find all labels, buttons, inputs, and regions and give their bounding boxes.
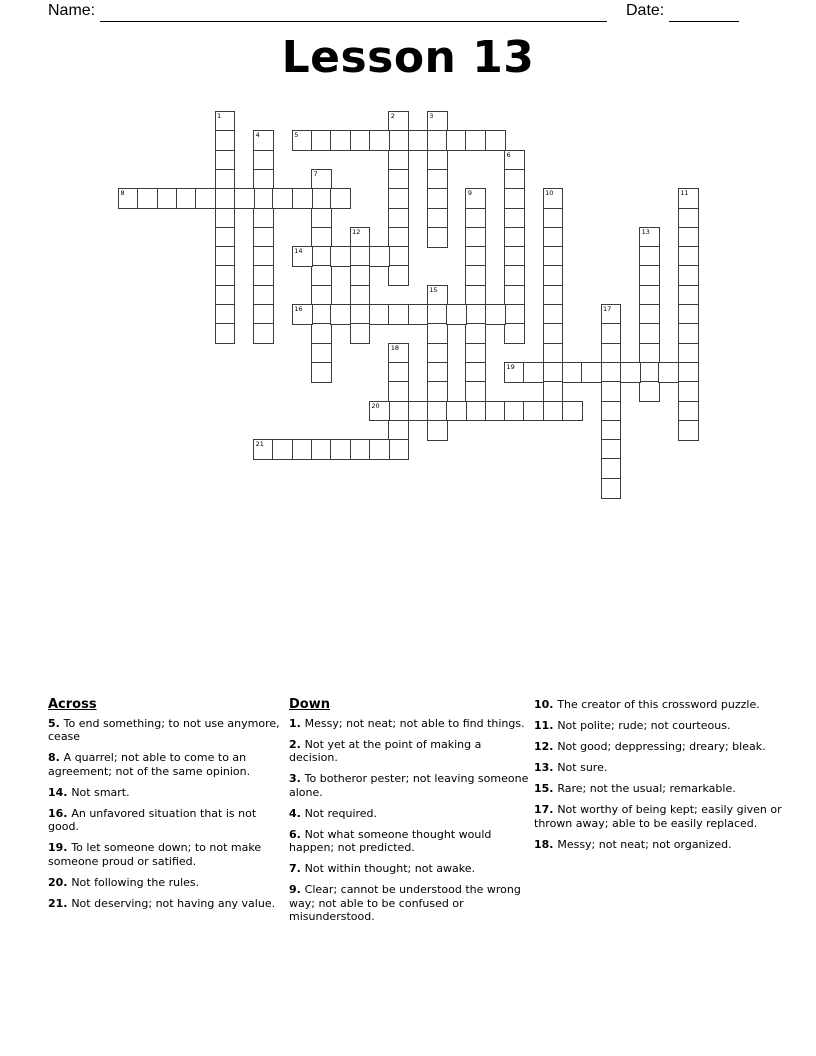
across-clues-column	[48, 698, 282, 918]
grid-cell[interactable]	[427, 420, 448, 441]
grid-cell[interactable]	[639, 381, 660, 402]
grid-cell[interactable]	[543, 304, 564, 325]
grid-cell[interactable]	[253, 265, 274, 286]
grid-cell[interactable]	[311, 304, 332, 325]
grid-cell[interactable]	[253, 246, 274, 267]
grid-cell[interactable]	[292, 188, 313, 209]
grid-cell[interactable]	[253, 439, 274, 460]
grid-cell[interactable]	[427, 381, 448, 402]
cell-number: 11	[680, 189, 689, 198]
clue-across-19	[48, 841, 282, 868]
grid-cell[interactable]	[504, 362, 525, 383]
grid-cell[interactable]	[465, 208, 486, 229]
grid-cell[interactable]	[446, 401, 467, 422]
grid-cell[interactable]	[253, 150, 274, 171]
grid-cell[interactable]	[311, 130, 332, 151]
grid-cell[interactable]	[427, 188, 448, 209]
down-clues-column-2	[534, 698, 788, 859]
grid-cell[interactable]	[601, 323, 622, 344]
clue-number: 3.	[289, 772, 305, 785]
grid-cell[interactable]	[388, 343, 409, 364]
grid-cell[interactable]	[311, 343, 332, 364]
grid-cell[interactable]	[620, 362, 641, 383]
grid-cell[interactable]	[427, 169, 448, 190]
grid-cell[interactable]	[253, 285, 274, 306]
clue-number: 6.	[289, 827, 305, 841]
grid-cell[interactable]	[465, 265, 486, 286]
cell-number: 18	[390, 343, 399, 352]
grid-cell[interactable]	[215, 169, 236, 190]
clue-down-11	[534, 719, 788, 733]
grid-cell[interactable]	[215, 323, 236, 344]
cell-number: 10	[545, 189, 554, 198]
clue-number: 11.	[534, 719, 558, 732]
clue-down-3	[289, 772, 529, 799]
clue-number: 20.	[48, 875, 72, 889]
grid-cell[interactable]	[678, 323, 699, 344]
clue-number: 2.	[289, 737, 305, 751]
grid-cell[interactable]	[678, 343, 699, 364]
clue-down-10	[534, 698, 788, 712]
grid-cell[interactable]	[562, 362, 583, 383]
grid-cell[interactable]	[350, 227, 371, 248]
grid-cell[interactable]	[543, 208, 564, 229]
grid-cell[interactable]	[350, 130, 371, 151]
grid-cell[interactable]	[678, 208, 699, 229]
grid-cell[interactable]	[350, 246, 371, 267]
clue-text: Not deserving; not having any value.	[71, 896, 276, 910]
grid-cell[interactable]	[292, 304, 313, 325]
grid-cell[interactable]	[504, 401, 525, 422]
grid-cell[interactable]	[292, 439, 313, 460]
grid-cell[interactable]	[369, 130, 390, 151]
cell-number: 2	[390, 112, 395, 120]
grid-cell[interactable]	[639, 246, 660, 267]
grid-cell[interactable]	[215, 150, 236, 171]
grid-cell[interactable]	[427, 111, 448, 132]
grid-cell[interactable]	[465, 285, 486, 306]
cell-number: 4	[255, 131, 260, 140]
grid-cell[interactable]	[678, 265, 699, 286]
grid-cell[interactable]	[176, 188, 197, 209]
grid-cell[interactable]	[465, 381, 486, 402]
clue-down-15	[534, 782, 788, 796]
grid-cell[interactable]	[543, 246, 564, 267]
grid-cell[interactable]	[311, 227, 332, 248]
grid-cell[interactable]	[388, 381, 409, 402]
grid-cell[interactable]	[388, 150, 409, 171]
grid-cell[interactable]	[639, 265, 660, 286]
grid-cell[interactable]	[253, 188, 274, 209]
clue-text: Messy; not neat; not able to find things.	[304, 716, 525, 730]
clue-down-18	[534, 838, 788, 852]
clue-text: Not within thought; not awake.	[304, 862, 475, 875]
grid-cell[interactable]	[311, 188, 332, 209]
grid-cell[interactable]	[523, 401, 544, 422]
grid-cell[interactable]	[523, 362, 544, 383]
grid-cell[interactable]	[272, 188, 293, 209]
grid-cell[interactable]	[311, 285, 332, 306]
clue-text: Not smart.	[71, 785, 130, 799]
grid-cell[interactable]	[311, 246, 332, 267]
clue-text: Clear; cannot be understood the wrong way; not able to be confused or misunderstood.	[289, 883, 521, 923]
cell-number: 19	[506, 362, 515, 371]
cell-number: 16	[294, 305, 303, 313]
name-blank-line[interactable]	[100, 2, 607, 22]
clue-text: To botheror pester; not leaving someone alone.	[289, 772, 529, 799]
clue-across-20	[48, 876, 282, 890]
clue-down-7	[289, 862, 529, 876]
grid-cell[interactable]	[601, 420, 622, 441]
clue-down-6	[289, 828, 529, 855]
grid-cell[interactable]	[504, 265, 525, 286]
clue-text: Not polite; rude; not courteous.	[557, 719, 731, 732]
clue-number: 19.	[48, 841, 72, 854]
grid-cell[interactable]	[427, 304, 448, 325]
cell-number: 3	[429, 112, 434, 120]
grid-cell[interactable]	[137, 188, 158, 209]
grid-cell[interactable]	[601, 439, 622, 460]
clue-number: 9.	[289, 883, 305, 896]
name-label: Name:	[48, 2, 96, 19]
grid-cell[interactable]	[330, 130, 351, 151]
clue-number: 10.	[534, 698, 558, 711]
grid-cell[interactable]	[215, 188, 236, 209]
grid-cell[interactable]	[350, 285, 371, 306]
grid-cell[interactable]	[388, 420, 409, 441]
cell-number: 12	[352, 227, 361, 236]
grid-cell[interactable]	[465, 246, 486, 267]
grid-cell[interactable]	[504, 188, 525, 209]
grid-cell[interactable]	[543, 343, 564, 364]
grid-cell[interactable]	[543, 285, 564, 306]
cell-number: 14	[294, 247, 303, 256]
cell-number: 6	[506, 150, 511, 159]
grid-cell[interactable]	[465, 323, 486, 344]
grid-cell[interactable]	[388, 227, 409, 248]
grid-cell[interactable]	[543, 265, 564, 286]
clue-number: 18.	[534, 837, 558, 851]
grid-cell[interactable]	[408, 130, 429, 151]
grid-cell[interactable]	[678, 381, 699, 402]
clue-text: Not worthy of being kept; easily given or thrown away; able to be easily replaced.	[534, 803, 782, 830]
clue-text: To end something; to not use anymore, cease	[48, 716, 280, 743]
grid-cell[interactable]	[292, 130, 313, 151]
grid-cell[interactable]	[543, 188, 564, 209]
grid-cell[interactable]	[504, 304, 525, 325]
grid-cell[interactable]	[350, 304, 371, 325]
clue-number: 4.	[289, 806, 305, 820]
grid-cell[interactable]	[350, 265, 371, 286]
grid-cell[interactable]	[543, 362, 564, 383]
grid-cell[interactable]	[330, 188, 351, 209]
grid-cell[interactable]	[369, 401, 390, 422]
clue-down-1	[289, 717, 529, 731]
cell-number: 7	[313, 169, 318, 178]
grid-cell[interactable]	[678, 420, 699, 441]
grid-cell[interactable]	[678, 188, 699, 209]
grid-cell[interactable]	[311, 208, 332, 229]
clue-text: To let someone down; to not make someone proud or satified.	[48, 841, 262, 868]
grid-cell[interactable]	[504, 323, 525, 344]
grid-cell[interactable]	[465, 188, 486, 209]
grid-cell[interactable]	[427, 227, 448, 248]
grid-cell[interactable]	[292, 246, 313, 267]
clue-down-17	[534, 803, 788, 830]
cell-number: 8	[120, 189, 125, 198]
grid-cell[interactable]	[388, 439, 409, 460]
clue-text: Not yet at the point of making a decision.	[289, 737, 482, 764]
grid-cell[interactable]	[543, 323, 564, 344]
down-clue-list-2	[534, 698, 788, 851]
across-clue-list	[48, 717, 282, 911]
grid-cell[interactable]	[215, 304, 236, 325]
clue-number: 13.	[534, 761, 558, 774]
cell-number: 9	[467, 189, 473, 198]
cell-number: 1	[217, 112, 222, 120]
grid-cell[interactable]	[504, 150, 525, 171]
grid-cell[interactable]	[215, 285, 236, 306]
grid-cell[interactable]	[485, 304, 506, 325]
grid-cell[interactable]	[581, 362, 602, 383]
grid-cell[interactable]	[678, 246, 699, 267]
cell-number: 13	[641, 227, 650, 236]
grid-cell[interactable]	[388, 246, 409, 267]
grid-cell[interactable]	[388, 265, 409, 286]
grid-cell[interactable]	[639, 362, 660, 383]
grid-cell[interactable]	[118, 188, 139, 209]
clue-across-5	[48, 717, 282, 744]
grid-cell[interactable]	[427, 150, 448, 171]
grid-cell[interactable]	[195, 188, 216, 209]
clue-down-13	[534, 761, 788, 775]
grid-cell[interactable]	[465, 304, 486, 325]
grid-cell[interactable]	[388, 401, 409, 422]
grid-cell[interactable]	[601, 458, 622, 479]
grid-cell[interactable]	[253, 169, 274, 190]
grid-cell[interactable]	[427, 130, 448, 151]
clue-down-4	[289, 807, 529, 821]
grid-cell[interactable]	[253, 304, 274, 325]
across-header: Across	[48, 697, 97, 712]
grid-cell[interactable]	[253, 130, 274, 151]
cell-number: 5	[294, 131, 299, 140]
clue-text: Messy; not neat; not organized.	[557, 837, 732, 851]
grid-cell[interactable]	[465, 362, 486, 383]
grid-cell[interactable]	[504, 208, 525, 229]
grid-cell[interactable]	[408, 304, 429, 325]
clue-across-21	[48, 897, 282, 911]
grid-cell[interactable]	[388, 188, 409, 209]
grid-cell[interactable]	[369, 304, 390, 325]
grid-cell[interactable]	[678, 401, 699, 422]
grid-cell[interactable]	[639, 323, 660, 344]
grid-cell[interactable]	[504, 227, 525, 248]
clue-number: 17.	[534, 803, 558, 816]
down-clue-list-1	[289, 717, 529, 924]
grid-cell[interactable]	[215, 208, 236, 229]
grid-cell[interactable]	[388, 111, 409, 132]
grid-cell[interactable]	[543, 381, 564, 402]
grid-cell[interactable]	[446, 130, 467, 151]
grid-cell[interactable]	[427, 401, 448, 422]
grid-cell[interactable]	[678, 227, 699, 248]
page-title: Lesson 13	[281, 32, 535, 83]
grid-cell[interactable]	[446, 304, 467, 325]
clue-number: 1.	[289, 716, 305, 730]
cell-number: 20	[371, 401, 380, 410]
grid-cell[interactable]	[311, 362, 332, 383]
down-header: Down	[289, 697, 330, 712]
grid-cell[interactable]	[601, 343, 622, 364]
grid-cell[interactable]	[678, 362, 699, 383]
grid-cell[interactable]	[504, 285, 525, 306]
clue-text: Not sure.	[557, 761, 608, 774]
grid-cell[interactable]	[601, 401, 622, 422]
grid-cell[interactable]	[215, 111, 236, 132]
grid-cell[interactable]	[601, 478, 622, 499]
grid-cell[interactable]	[388, 169, 409, 190]
grid-cell[interactable]	[639, 343, 660, 364]
clue-text: Not required.	[304, 806, 378, 820]
grid-cell[interactable]	[311, 439, 332, 460]
grid-cell[interactable]	[465, 343, 486, 364]
grid-cell[interactable]	[388, 362, 409, 383]
grid-cell[interactable]	[427, 285, 448, 306]
grid-cell[interactable]	[388, 304, 409, 325]
grid-cell[interactable]	[601, 381, 622, 402]
grid-cell[interactable]	[388, 208, 409, 229]
grid-cell[interactable]	[427, 343, 448, 364]
grid-cell[interactable]	[330, 439, 351, 460]
grid-cell[interactable]	[388, 130, 409, 151]
date-label: Date:	[626, 2, 665, 19]
crossword-grid	[118, 111, 702, 501]
grid-cell[interactable]	[562, 401, 583, 422]
grid-cell[interactable]	[311, 323, 332, 344]
grid-cell[interactable]	[253, 323, 274, 344]
grid-cell[interactable]	[369, 439, 390, 460]
grid-cell[interactable]	[215, 227, 236, 248]
grid-cell[interactable]	[234, 188, 255, 209]
clue-down-2	[289, 738, 529, 765]
clue-number: 7.	[289, 862, 305, 875]
grid-cell[interactable]	[639, 285, 660, 306]
grid-cell[interactable]	[678, 304, 699, 325]
grid-cell[interactable]	[427, 208, 448, 229]
clue-number: 21.	[48, 896, 72, 910]
clue-text: Rare; not the usual; remarkable.	[557, 782, 736, 795]
cell-number: 21	[255, 440, 264, 449]
grid-cell[interactable]	[678, 285, 699, 306]
grid-cell[interactable]	[215, 265, 236, 286]
grid-cell[interactable]	[253, 208, 274, 229]
clue-text: Not good; deppressing; dreary; bleak.	[557, 740, 766, 753]
grid-cell[interactable]	[350, 323, 371, 344]
grid-cell[interactable]	[504, 169, 525, 190]
clue-number: 8.	[48, 751, 64, 764]
grid-cell[interactable]	[543, 227, 564, 248]
grid-cell[interactable]	[311, 265, 332, 286]
grid-cell[interactable]	[485, 130, 506, 151]
grid-cell[interactable]	[330, 246, 351, 267]
clue-number: 15.	[534, 782, 558, 795]
grid-cell[interactable]	[601, 304, 622, 325]
clue-number: 14.	[48, 785, 72, 799]
grid-cell[interactable]	[311, 169, 332, 190]
clue-text: The creator of this crossword puzzle.	[557, 698, 760, 711]
grid-cell[interactable]	[330, 304, 351, 325]
clue-down-9	[289, 883, 529, 924]
grid-cell[interactable]	[639, 227, 660, 248]
grid-cell[interactable]	[465, 401, 486, 422]
date-blank-line[interactable]	[669, 2, 739, 22]
clue-number: 5.	[48, 716, 64, 730]
grid-cell[interactable]	[485, 401, 506, 422]
clue-number: 16.	[48, 806, 72, 820]
clue-text: A quarrel; not able to come to an agreement; not of the same opinion.	[48, 751, 251, 778]
clue-down-12	[534, 740, 788, 754]
grid-cell[interactable]	[658, 362, 679, 383]
grid-cell[interactable]	[427, 323, 448, 344]
grid-cell[interactable]	[465, 130, 486, 151]
grid-cell[interactable]	[157, 188, 178, 209]
clue-number: 12.	[534, 740, 558, 753]
clue-across-8	[48, 751, 282, 778]
grid-cell[interactable]	[543, 401, 564, 422]
grid-cell[interactable]	[427, 362, 448, 383]
grid-cell[interactable]	[369, 246, 390, 267]
cell-number: 15	[429, 285, 438, 294]
grid-cell[interactable]	[215, 130, 236, 151]
grid-cell[interactable]	[408, 401, 429, 422]
clue-across-16	[48, 807, 282, 834]
grid-cell[interactable]	[272, 439, 293, 460]
clue-text: Not what someone thought would happen; not predicted.	[289, 827, 492, 854]
grid-cell[interactable]	[350, 439, 371, 460]
grid-cell[interactable]	[601, 362, 622, 383]
grid-cell[interactable]	[465, 227, 486, 248]
grid-cell[interactable]	[253, 227, 274, 248]
grid-cell[interactable]	[215, 246, 236, 267]
clue-text: Not following the rules.	[71, 875, 200, 889]
cell-number: 17	[603, 305, 612, 313]
clue-text: An unfavored situation that is not good.	[48, 806, 257, 833]
clue-across-14	[48, 786, 282, 800]
grid-cell[interactable]	[504, 246, 525, 267]
down-clues-column-1	[289, 698, 529, 931]
grid-cell[interactable]	[639, 304, 660, 325]
